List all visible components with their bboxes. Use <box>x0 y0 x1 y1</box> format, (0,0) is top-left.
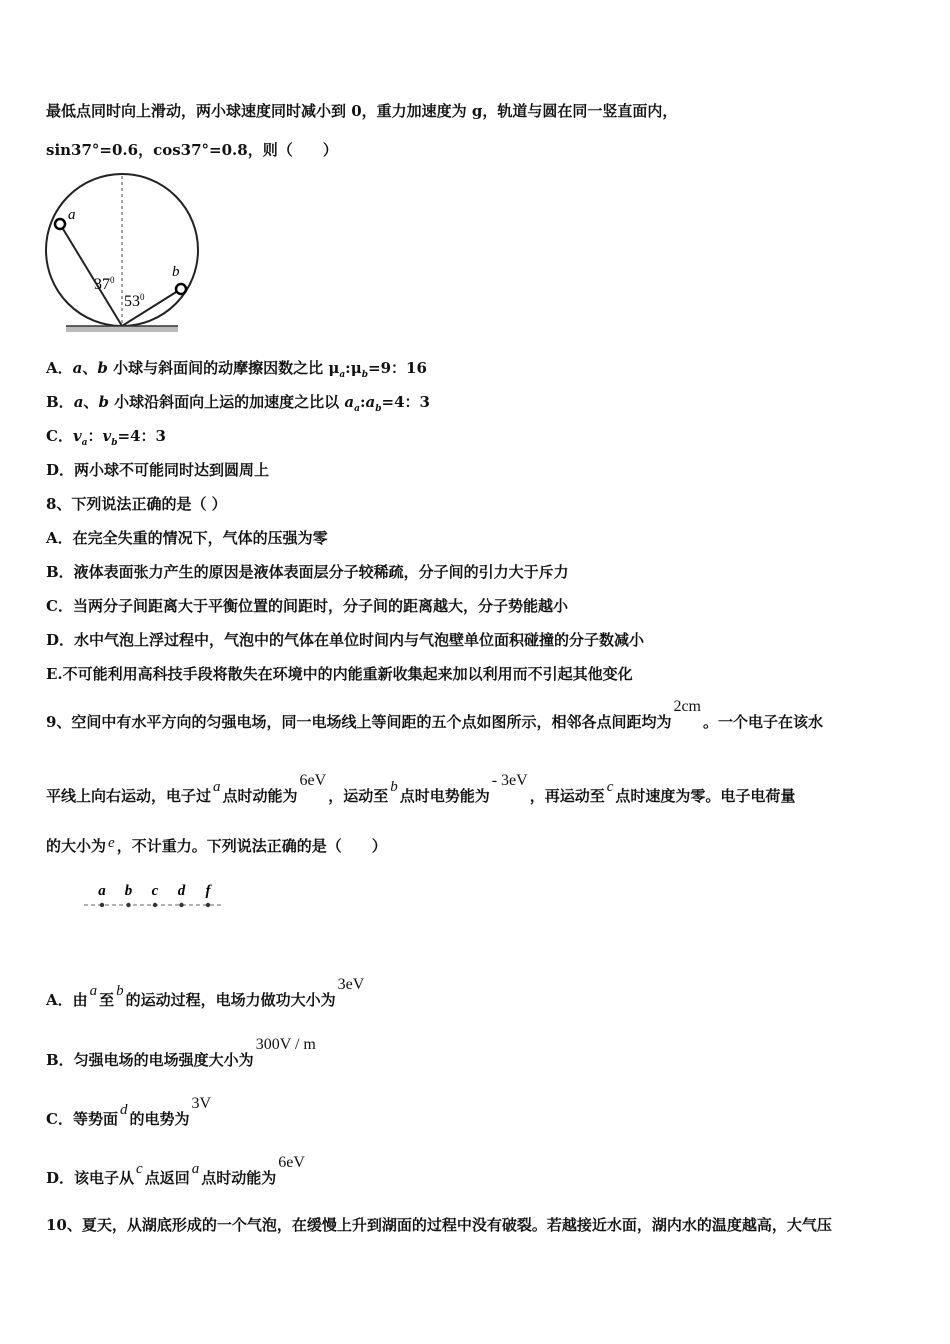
point-d-dot <box>179 903 183 907</box>
point-c-label: c <box>151 883 159 899</box>
q8-option-a: A．在完全失重的情况下，气体的压强为零 <box>46 529 328 547</box>
q9-stem-line-1: 9、空间中有水平方向的匀强电场，同一电场线上等间距的五个点如图所示，相邻各点间距均为2cm。一个电子在该水 <box>46 698 824 731</box>
field-line-figure <box>80 878 230 914</box>
point-a-label: a <box>98 883 106 899</box>
q9-option-b: B．匀强电场的电场强度大小为300V / m <box>46 1036 316 1069</box>
ground <box>66 326 178 332</box>
point-f-label: f <box>205 883 211 899</box>
intro-line-2: sin37°=0.6，cos37°=0.8，则（ ） <box>46 141 338 159</box>
q7-option-a: A．a、b 小球与斜面间的动摩擦因数之比 $\mu_a:\mu_b=9$：16 <box>46 359 427 380</box>
circle-incline-figure <box>44 172 204 342</box>
label-b: b <box>172 264 180 280</box>
angle-37: $37^0$ <box>94 275 115 293</box>
q9-option-c: C．等势面 d 的电势为3V <box>46 1095 212 1128</box>
q8-option-d: D．水中气泡上浮过程中，气泡中的气体在单位时间内与气泡壁单位面积碰撞的分子数减小 <box>46 631 645 649</box>
q9-option-d: D．该电子从 c 点返回 a 点时动能为6eV <box>46 1154 305 1187</box>
q8-option-e: E.不可能利用高科技手段将散失在环境中的内能重新收集起来加以利用而不引起其他变化 <box>46 665 633 683</box>
label-a: a <box>68 207 76 223</box>
point-b-dot <box>126 903 130 907</box>
point-c-dot <box>153 903 157 907</box>
q7-option-b: B．a、b 小球沿斜面向上运的加速度之比以 $a_a:a_b=4$：3 <box>46 393 430 414</box>
q7-option-c: C．$v_a$：$v_b=4$：3 <box>46 427 166 448</box>
q8-stem: 8、下列说法正确的是（ ） <box>46 495 227 513</box>
point-a-dot <box>100 903 104 907</box>
q7-option-d: D．两小球不可能同时达到圆周上 <box>46 461 270 479</box>
q8-option-c: C．当两分子间距离大于平衡位置的间距时，分子间的距离越大，分子势能越小 <box>46 597 568 615</box>
point-d-label: d <box>177 883 186 899</box>
point-f-dot <box>206 903 210 907</box>
intro-line-1: 最低点同时向上滑动，两小球速度同时减小到 0，重力加速度为 g，轨道与圆在同一竖直面内， <box>46 102 678 120</box>
ball-a <box>55 219 65 229</box>
q8-option-b: B．液体表面张力产生的原因是液体表面层分子较稀疏，分子间的引力大于斥力 <box>46 563 569 581</box>
q9-stem-line-2: 平线上向右运动，电子过 a 点时动能为6eV，运动至 b 点时电势能为- 3eV，再运动至 c 点时速度为零。电子电荷量 <box>46 772 796 805</box>
ball-b <box>176 284 186 294</box>
angle-53: $53^0$ <box>124 292 145 310</box>
point-b-label: b <box>124 883 133 899</box>
q9-stem-line-3: 的大小为 e ，不计重力。下列说法正确的是（ ） <box>46 835 387 855</box>
q9-option-a: A．由 a 至 b 的运动过程，电场力做功大小为3eV <box>46 976 365 1009</box>
q10-stem: 10、夏天，从湖底形成的一个气泡，在缓慢上升到湖面的过程中没有破裂。若越接近水面，湖内水的温度越高，大气压 <box>46 1216 832 1234</box>
